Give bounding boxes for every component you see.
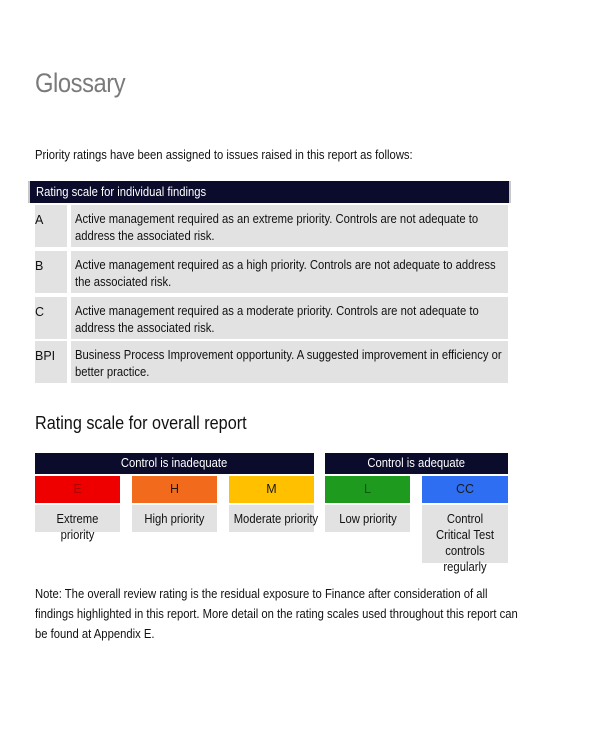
finding-description: Active management required as an extreme priority. Controls are not adequate to address the associated risk. bbox=[75, 212, 479, 243]
finding-code: C bbox=[35, 305, 45, 319]
finding-code-cell bbox=[35, 341, 67, 383]
page-title: Glossary bbox=[35, 68, 126, 98]
finding-description: Active management required as a moderate priority. Controls are not adequate to address the associated risk. bbox=[75, 304, 479, 335]
finding-code-cell bbox=[35, 205, 67, 247]
rating-label-cell bbox=[325, 505, 410, 532]
rating-label: Extreme priority bbox=[56, 512, 99, 542]
rating-label: Moderate priority bbox=[233, 512, 319, 526]
rating-label: Low priority bbox=[338, 512, 397, 526]
group-header-label: Control is inadequate bbox=[121, 456, 228, 470]
finding-description-cell bbox=[71, 297, 508, 339]
rating-label-cell bbox=[132, 505, 217, 532]
intro-text: Priority ratings have been assigned to issues raised in this report as follows: bbox=[35, 148, 413, 162]
findings-table-header-label: Rating scale for individual findings bbox=[36, 185, 207, 199]
rating-swatch-m: M bbox=[229, 476, 314, 503]
findings-table-header bbox=[28, 181, 511, 203]
rating-label-cell bbox=[35, 505, 120, 542]
finding-code: A bbox=[35, 213, 44, 227]
group-header-adequate bbox=[325, 453, 508, 474]
rating-swatch-h: H bbox=[132, 476, 217, 503]
rating-swatch-e: E bbox=[35, 476, 120, 503]
overall-scale-title: Rating scale for overall report bbox=[35, 413, 247, 433]
finding-code-cell bbox=[35, 251, 67, 293]
finding-description-cell bbox=[71, 205, 508, 247]
finding-description: Business Process Improvement opportunity. A suggested improvement in efficiency or better practice. bbox=[75, 348, 502, 379]
group-header-inadequate bbox=[35, 453, 314, 474]
finding-code: BPI bbox=[35, 349, 56, 363]
rating-label: Control Critical Test controls regularly bbox=[436, 512, 494, 574]
rating-swatch-cc: CC bbox=[422, 476, 508, 503]
finding-code-cell bbox=[35, 297, 67, 339]
rating-label-cell bbox=[422, 505, 508, 574]
group-header-label: Control is adequate bbox=[367, 456, 466, 470]
finding-description: Active management required as a high priority. Controls are not adequate to address the associated risk. bbox=[75, 258, 496, 289]
rating-label: High priority bbox=[144, 512, 205, 526]
rating-swatch-l: L bbox=[325, 476, 410, 503]
finding-description-cell bbox=[71, 341, 508, 383]
footnote: Note: The overall review rating is the residual exposure to Finance after consideration of all findings highlighted in this report. More detail on the rating scales used throughout this report can be found at Appendix E. bbox=[35, 587, 518, 641]
finding-description-cell bbox=[71, 251, 508, 293]
rating-label-cell bbox=[229, 505, 319, 532]
finding-code: B bbox=[35, 259, 44, 273]
